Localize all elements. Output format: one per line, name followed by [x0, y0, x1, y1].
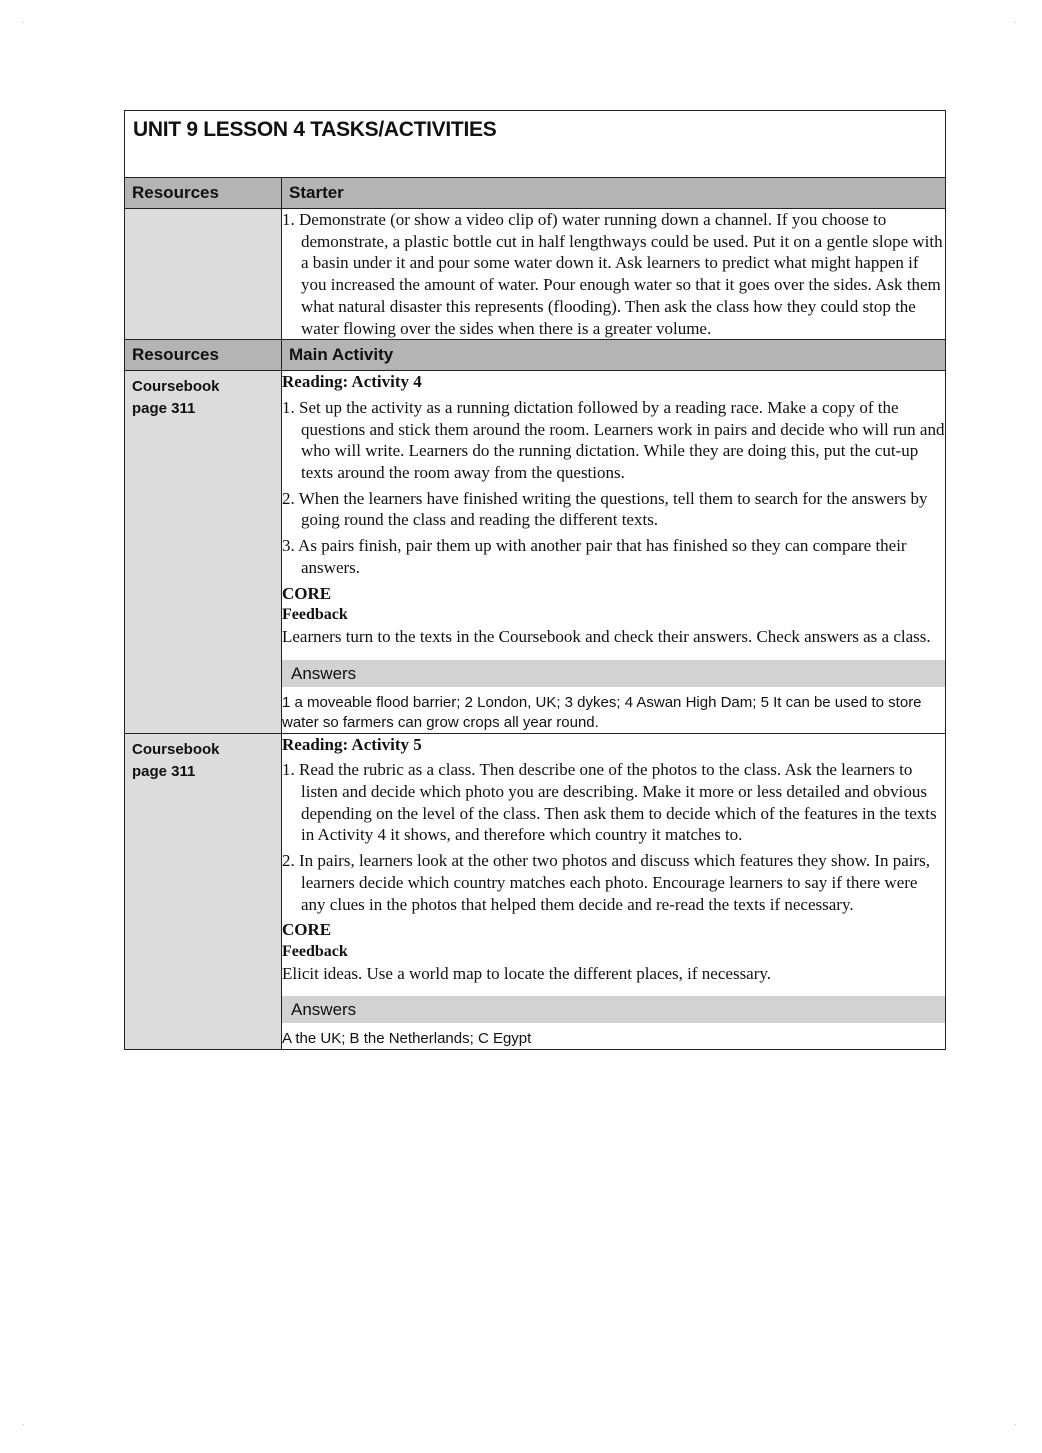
main-section-header: Main Activity [282, 340, 946, 371]
activity4-item-2: 2. When the learners have finished writing the questions, tell them to search for the answers by going round the class and reading the different texts. [282, 488, 928, 530]
crop-mark-bottom-right: · [1014, 1420, 1017, 1429]
page-title: UNIT 9 LESSON 4 TASKS/ACTIVITIES [133, 118, 497, 141]
main-header-row [125, 340, 946, 371]
activity5-row [125, 733, 946, 1050]
lesson-table [124, 110, 946, 1050]
activity5-item-1: 1. Read the rubric as a class. Then describe one of the photos to the class. Ask the learners to listen and decide which photo you are describing. Make it more or less detailed and obvious depending on the level of the class. Then ask them to decide which of the features in the texts in Activity 4 it shows, and therefore which country it matches to. [282, 760, 937, 845]
activity4-feedback-label: Feedback [282, 606, 348, 624]
crop-mark-bottom-left: · [22, 1420, 25, 1429]
starter-resource-cell [125, 209, 282, 340]
main-resources-header: Resources [125, 340, 282, 371]
activity5-feedback-text: Elicit ideas. Use a world map to locate the different places, if necessary. [282, 963, 772, 983]
activity4-answers-label: Answers [282, 660, 945, 687]
starter-content [282, 209, 946, 340]
activity5-item-2: 2. In pairs, learners look at the other two photos and discuss which features they show. In pairs, learners decide which country matches each photo. Encourage learners to say if there were any clues in the photos that helped them decide and re-read the texts if necessary. [282, 851, 931, 914]
activity4-core-label: CORE [282, 583, 332, 603]
crop-mark-top-left: · [22, 18, 25, 27]
activity4-resource-line2: page 311 [132, 400, 196, 418]
activity4-content [282, 371, 946, 733]
title-row [125, 111, 946, 178]
activity4-resource-cell [125, 371, 282, 733]
activity5-heading: Reading: Activity 5 [282, 734, 422, 754]
starter-resources-header: Resources [125, 178, 282, 209]
starter-row [125, 209, 946, 340]
activity4-item-3: 3. As pairs finish, pair them up with another pair that has finished so they can compare their answers. [282, 536, 907, 577]
activity4-feedback-text: Learners turn to the texts in the Coursebook and check their answers. Check answers as a class. [282, 626, 931, 646]
activity5-answers-text: A the UK; B the Netherlands; C Egypt [282, 1030, 532, 1048]
activity5-resource-line2: page 311 [132, 762, 196, 780]
activity4-heading: Reading: Activity 4 [282, 372, 422, 392]
activity4-row [125, 371, 946, 733]
activity5-resource-cell [125, 733, 282, 1050]
activity5-core-label: CORE [282, 920, 332, 940]
activity5-content [282, 733, 946, 1050]
starter-section-header: Starter [282, 178, 946, 209]
crop-mark-top-right: · [1014, 18, 1017, 27]
starter-item-1: 1. Demonstrate (or show a video clip of) water running down a channel. If you choose to demonstrate, a plastic bottle cut in half lengthways could be used. Put it on a gentle slope with a basin under it and pour some water down it. Ask learners to predict what might happen if you increased the amount of water. Pour enough water so that it goes over the sides. Ask them what natural disaster this represents (flooding). Then ask the class how they could stop the water flowing over the sides when there is a greater volume. [282, 210, 943, 338]
activity4-item-1: 1. Set up the activity as a running dictation followed by a reading race. Make a copy of the questions and stick them around the room. Learners work in pairs and decide who will run and who will write. Learners do the running dictation. While they are doing this, put the cut-up texts around the room away from the questions. [282, 397, 945, 483]
title-cell [125, 111, 946, 178]
activity5-feedback-label: Feedback [282, 942, 348, 960]
activity4-answers-text: 1 a moveable flood barrier; 2 London, UK; 3 dykes; 4 Aswan High Dam; 5 It can be used to store water so farmers can grow crops all year round. [282, 693, 922, 731]
activity5-resource-line1: Coursebook [132, 740, 220, 758]
activity4-resource-line1: Coursebook [132, 378, 220, 396]
activity5-answers-label: Answers [282, 996, 945, 1023]
starter-header-row [125, 178, 946, 209]
